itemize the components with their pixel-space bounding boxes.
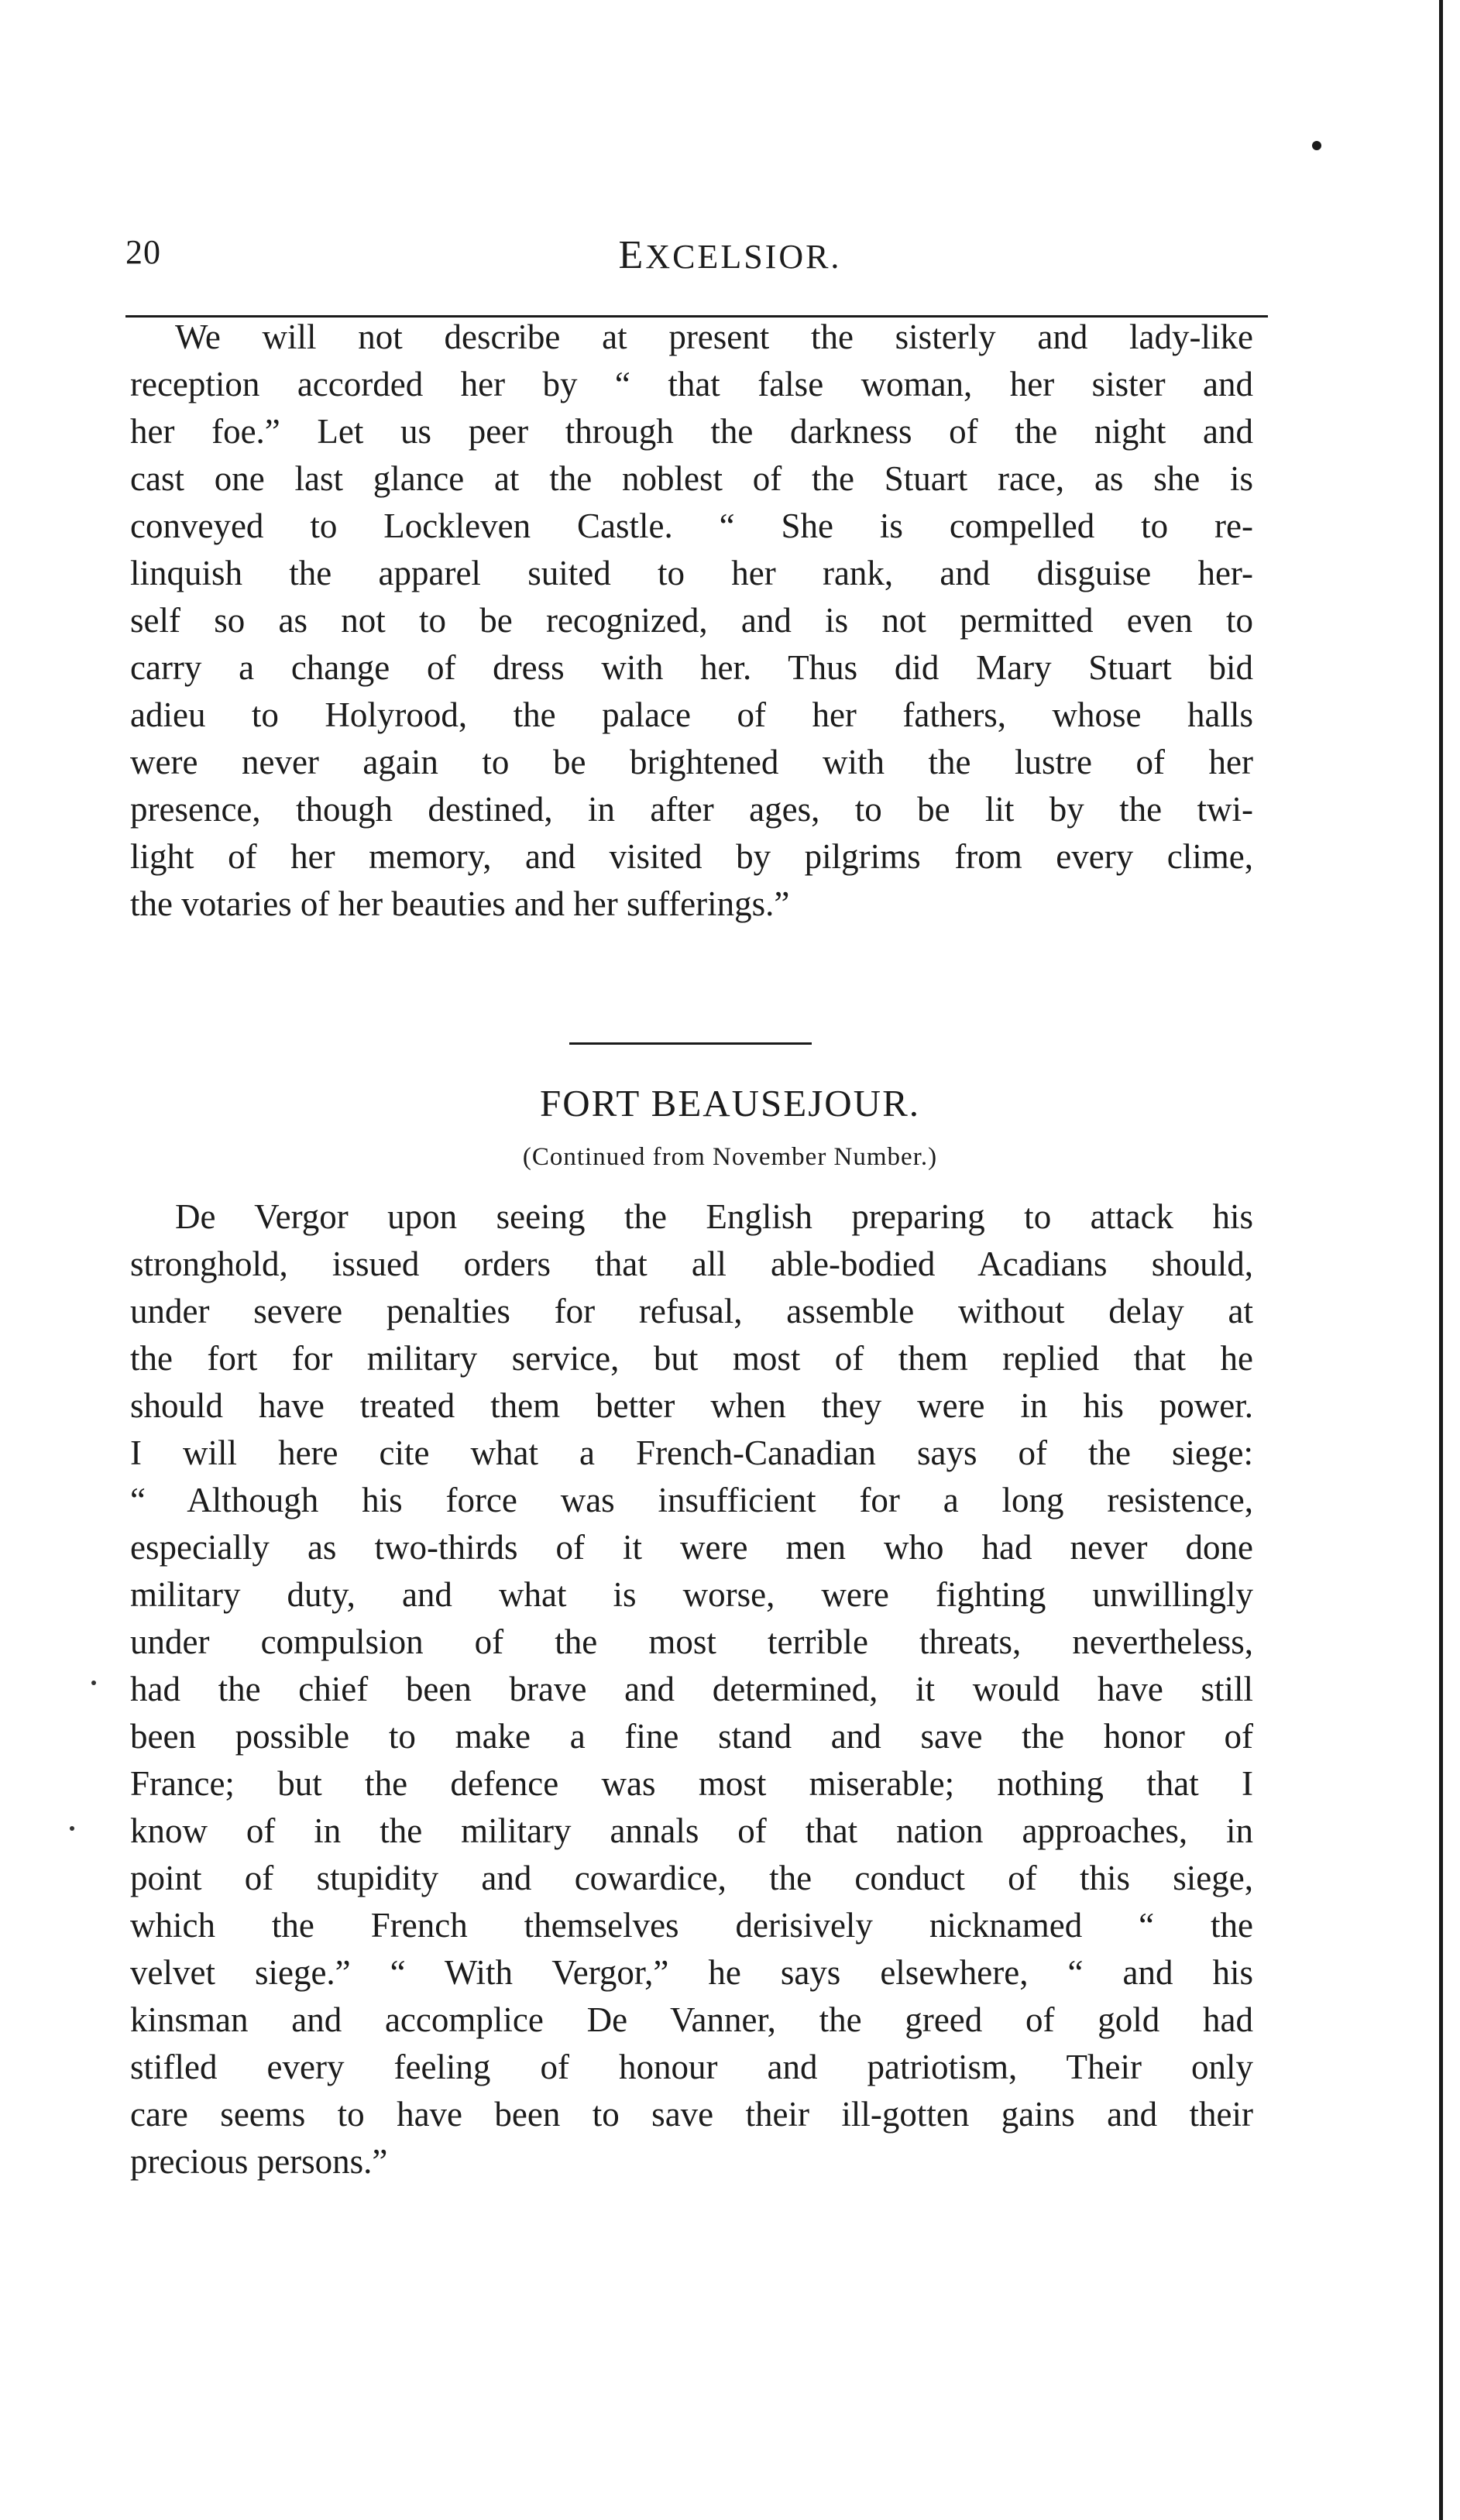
- text-line: “ Although his force was insufficient for a long resistence,: [130, 1481, 1253, 1519]
- text-line: the votaries of her beauties and her sufferings.”: [130, 884, 790, 923]
- text-line: had the chief been brave and determined, it would have still: [130, 1670, 1253, 1708]
- text-line: been possible to make a fine stand and save the honor of: [130, 1717, 1253, 1756]
- text-line: De Vergor upon seeing the English preparing to attack his: [175, 1197, 1253, 1236]
- text-line: cast one last glance at the noblest of the Stuart race, as she is: [130, 459, 1253, 498]
- text-line: military duty, and what is worse, were fighting unwillingly: [130, 1575, 1253, 1614]
- ink-dot: [1312, 141, 1321, 150]
- text-line: self so as not to be recognized, and is not permitted even to: [130, 601, 1253, 640]
- text-line: the fort for military service, but most of them replied that he: [130, 1339, 1253, 1378]
- text-line: stronghold, issued orders that all able-bodied Acadians should,: [130, 1245, 1253, 1283]
- running-title: [0, 232, 1460, 278]
- text-line: presence, though destined, in after ages, to be lit by the twi-: [130, 790, 1253, 829]
- section-subtitle: (Continued from November Number.): [522, 1143, 938, 1171]
- text-line: adieu to Holyrood, the palace of her fathers, whose halls: [130, 695, 1253, 734]
- text-line: care seems to have been to save their ill-gotten gains and their: [130, 2095, 1253, 2134]
- text-line: were never again to be brightened with the lustre of her: [130, 743, 1253, 781]
- text-line: carry a change of dress with her. Thus did Mary Stuart bid: [130, 648, 1253, 687]
- running-title-rest: XCELSIOR.: [645, 238, 842, 276]
- text-line: know of in the military annals of that nation approaches, in: [130, 1811, 1253, 1850]
- text-line: under severe penalties for refusal, assemble without delay at: [130, 1292, 1253, 1330]
- text-line: linquish the apparel suited to her rank, and disguise her-: [130, 554, 1253, 592]
- fort-beausejour-paragraph: [130, 1193, 1253, 2185]
- text-line: stifled every feeling of honour and patriotism, Their only: [130, 2048, 1253, 2086]
- text-line: precious persons.”: [130, 2142, 388, 2181]
- text-line: We will not describe at present the sisterly and lady-like: [175, 318, 1253, 356]
- section-separator-rule: [569, 1042, 812, 1045]
- text-line: which the French themselves derisively nicknamed “ the: [130, 1906, 1253, 1945]
- running-title-initial: E: [618, 233, 646, 277]
- text-line: I will here cite what a French-Canadian says of the siege:: [130, 1433, 1253, 1472]
- text-line: especially as two-thirds of it were men who had never done: [130, 1528, 1253, 1567]
- page-edge-line: [1439, 0, 1443, 2520]
- text-line: kinsman and accomplice De Vanner, the greed of gold had: [130, 2000, 1253, 2039]
- text-line: under compulsion of the most terrible threats, nevertheless,: [130, 1622, 1253, 1661]
- section-title: FORT BEAUSEJOUR.: [539, 1082, 921, 1124]
- page-number: 20: [125, 233, 161, 271]
- mary-stuart-paragraph: [130, 314, 1253, 928]
- text-line: should have treated them better when they were in his power.: [130, 1386, 1253, 1425]
- ink-speck: [91, 1681, 96, 1685]
- text-line: her foe.” Let us peer through the darkness of the night and: [130, 412, 1253, 451]
- text-line: conveyed to Lockleven Castle. “ She is compelled to re-: [130, 506, 1253, 545]
- text-line: France; but the defence was most miserable; nothing that I: [130, 1764, 1253, 1803]
- text-line: light of her memory, and visited by pilgrims from every clime,: [130, 837, 1253, 876]
- ink-speck: [70, 1826, 74, 1831]
- text-line: point of stupidity and cowardice, the conduct of this siege,: [130, 1859, 1253, 1897]
- text-line: reception accorded her by “ that false woman, her sister and: [130, 365, 1253, 403]
- text-line: velvet siege.” “ With Vergor,” he says elsewhere, “ and his: [130, 1953, 1253, 1992]
